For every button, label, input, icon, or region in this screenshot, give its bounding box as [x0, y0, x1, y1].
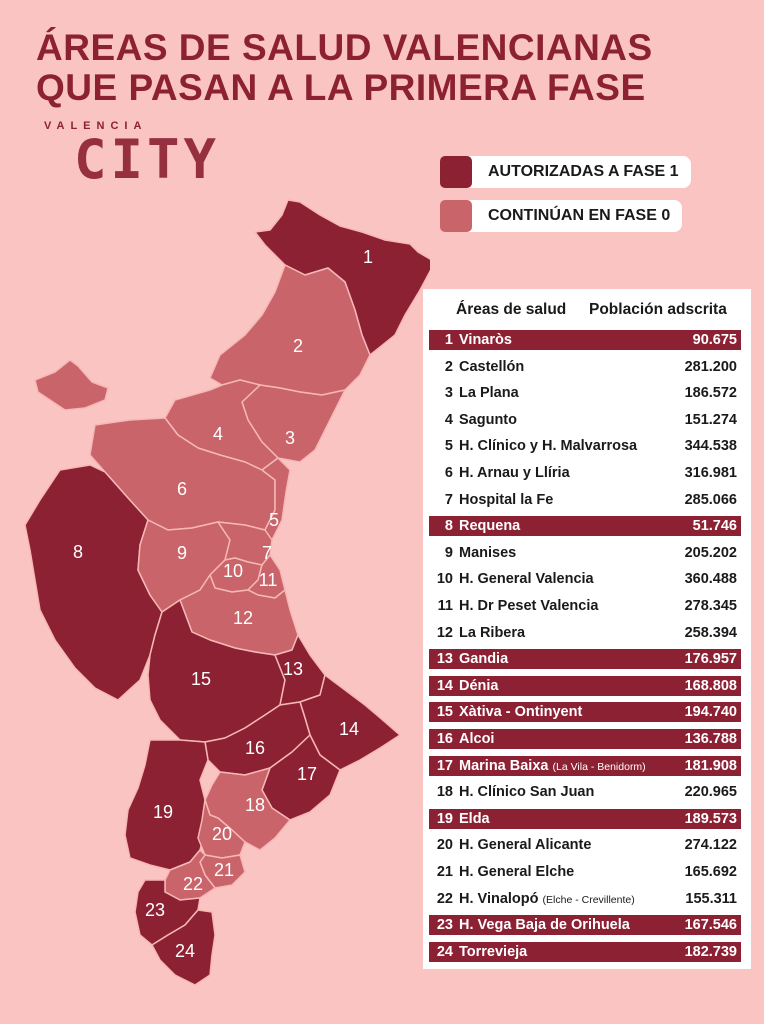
row-population: 90.675 [692, 332, 737, 348]
row-area-label: Elda [459, 810, 490, 827]
row-area-name [459, 889, 635, 910]
row-area-label: Dénia [459, 677, 499, 694]
map-label-9: 9 [176, 543, 188, 563]
row-number: 11 [437, 598, 453, 614]
row-population: 165.692 [684, 864, 737, 880]
row-population: 344.538 [684, 438, 737, 455]
row-area-name [459, 649, 508, 669]
map-label-7: 7 [261, 543, 273, 563]
row-number: 20 [436, 837, 453, 854]
map-region-2 [210, 265, 370, 395]
row-population: 360.488 [684, 571, 737, 588]
row-number: 1 [444, 332, 453, 348]
row-area-name [459, 543, 516, 563]
row-population: 205.202 [684, 544, 737, 561]
row-area-note: (La Vila - Benidorm) [552, 760, 646, 773]
row-population: 155.311 [685, 890, 737, 907]
map-label-4: 4 [212, 424, 224, 444]
map-label-1: 1 [362, 247, 374, 267]
row-area-name [459, 835, 591, 855]
row-area-label: H. Dr Peset Valencia [459, 598, 599, 614]
legend-swatch-fase0 [440, 200, 472, 232]
table-row [429, 862, 741, 882]
map-label-21: 21 [213, 860, 235, 880]
row-population: 220.965 [684, 784, 737, 801]
row-population: 182.739 [684, 943, 737, 960]
row-area-name [459, 436, 637, 456]
health-areas-table [423, 289, 751, 969]
row-population: 274.122 [684, 837, 737, 854]
map-label-3: 3 [284, 428, 296, 448]
map-label-24: 24 [174, 941, 196, 961]
row-population: 186.572 [684, 385, 737, 402]
table-header-area: Áreas de salud [456, 301, 567, 318]
row-population: 136.788 [684, 731, 737, 747]
row-number: 24 [436, 943, 453, 960]
row-area-name [459, 490, 553, 510]
row-population: 316.981 [684, 465, 737, 481]
map-label-2: 2 [292, 336, 304, 356]
row-area-label: Requena [459, 518, 521, 535]
row-area-name [459, 782, 594, 802]
map-label-14: 14 [338, 719, 360, 739]
logo-small-text: VALENCIA [44, 120, 148, 132]
row-area-name [459, 410, 517, 430]
table-row [429, 357, 741, 377]
map-label-10: 10 [222, 561, 244, 581]
row-number: 4 [444, 411, 453, 428]
row-area-name [459, 463, 570, 483]
row-population: 181.908 [684, 757, 737, 774]
row-area-label: Vinaròs [459, 332, 512, 348]
row-number: 3 [444, 385, 453, 402]
row-area-label: H. Vega Baja de Orihuela [459, 917, 630, 934]
row-area-label: Castellón [459, 358, 525, 375]
row-number: 14 [436, 677, 453, 694]
row-area-name [459, 596, 598, 616]
row-area-name [459, 569, 594, 589]
row-area-label: La Ribera [459, 624, 526, 641]
row-number: 6 [444, 465, 453, 481]
map-label-12: 12 [232, 608, 254, 628]
row-area-label: Hospital la Fe [459, 491, 554, 508]
row-number: 16 [436, 731, 453, 747]
map-label-17: 17 [296, 764, 318, 784]
row-number: 17 [436, 757, 453, 774]
row-area-name [459, 809, 490, 829]
table-row [429, 756, 741, 776]
table-row [429, 649, 741, 669]
table-row [429, 676, 741, 696]
row-area-label: H. Clínico San Juan [459, 784, 595, 801]
map-label-20: 20 [211, 824, 233, 844]
row-area-name [459, 676, 499, 696]
row-area-label: H. Arnau y Llíria [459, 465, 570, 481]
legend-label-fase1: AUTORIZADAS A FASE 1 [456, 156, 691, 188]
map-label-15: 15 [190, 669, 212, 689]
row-area-label: Alcoi [459, 731, 495, 747]
row-area-name [459, 915, 630, 935]
row-area-name [459, 623, 525, 643]
row-area-note: (Elche - Crevillente) [542, 893, 635, 906]
map-label-13: 13 [282, 659, 304, 679]
row-area-name [459, 756, 646, 777]
table-row [429, 835, 741, 855]
table-row [429, 436, 741, 456]
table-row [429, 889, 741, 909]
row-number: 21 [436, 864, 453, 880]
row-area-label: H. General Valencia [459, 571, 594, 588]
table-row [429, 596, 741, 616]
row-number: 5 [444, 438, 453, 455]
map-islet [35, 360, 108, 410]
row-population: 176.957 [684, 651, 737, 668]
map-label-23: 23 [144, 900, 166, 920]
map-label-6: 6 [176, 479, 188, 499]
map-label-19: 19 [152, 802, 174, 822]
row-area-label: H. Clínico y H. Malvarrosa [459, 438, 638, 455]
title-line-2: QUE PASAN A LA PRIMERA FASE [36, 67, 646, 108]
legend-swatch-fase1 [440, 156, 472, 188]
row-number: 12 [436, 624, 453, 641]
table-row [429, 463, 741, 483]
row-number: 7 [444, 491, 453, 508]
map-label-8: 8 [72, 542, 84, 562]
logo-big-text: CITY [74, 128, 221, 191]
row-area-name [459, 862, 574, 882]
row-population: 278.345 [684, 598, 737, 614]
row-area-label: Torrevieja [459, 943, 528, 960]
table-row [429, 383, 741, 403]
row-area-name [459, 383, 519, 403]
row-number: 8 [444, 518, 453, 535]
table-row [429, 569, 741, 589]
row-number: 15 [436, 704, 453, 721]
row-population: 168.808 [684, 677, 737, 694]
row-area-label: Xàtiva - Ontinyent [459, 704, 583, 721]
row-population: 151.274 [684, 411, 737, 428]
row-area-label: H. General Alicante [459, 837, 592, 854]
row-population: 285.066 [684, 491, 737, 508]
table-row [429, 410, 741, 430]
table-row [429, 729, 741, 749]
table-row [429, 915, 741, 935]
table-row [429, 516, 741, 536]
row-population: 194.740 [684, 704, 737, 721]
row-population: 189.573 [684, 810, 737, 827]
row-number: 19 [436, 810, 453, 827]
row-number: 22 [436, 890, 453, 907]
row-area-label: H. General Elche [459, 864, 575, 880]
row-area-name [459, 942, 527, 962]
row-population: 167.546 [684, 917, 737, 934]
row-area-name [459, 729, 494, 749]
map-label-22: 22 [182, 874, 204, 894]
row-population: 281.200 [684, 358, 737, 375]
title-line-1: ÁREAS DE SALUD VALENCIANAS [36, 27, 653, 68]
table-row [429, 782, 741, 802]
map-label-18: 18 [244, 795, 266, 815]
table-row [429, 543, 741, 563]
table-row [429, 623, 741, 643]
map-label-16: 16 [244, 738, 266, 758]
row-number: 18 [436, 784, 453, 801]
table-row [429, 942, 741, 962]
row-area-label: Marina Baixa [459, 757, 549, 774]
map-label-11: 11 [258, 570, 278, 590]
row-area-name [459, 330, 512, 350]
row-number: 23 [436, 917, 453, 934]
table-header-population: Población adscrita [589, 301, 727, 318]
row-population: 51.746 [692, 518, 737, 535]
table-row [429, 702, 741, 722]
row-number: 13 [436, 651, 453, 668]
row-number: 2 [444, 358, 453, 375]
map-label-5: 5 [268, 510, 280, 530]
row-number: 9 [444, 544, 453, 561]
table-row [429, 490, 741, 510]
row-area-label: La Plana [459, 385, 519, 402]
row-area-label: Gandia [459, 651, 509, 668]
row-area-label: Manises [459, 544, 517, 561]
row-area-label: Sagunto [459, 411, 517, 428]
row-number: 10 [436, 571, 453, 588]
row-area-label: H. Vinalopó [459, 890, 539, 907]
row-area-name [459, 516, 520, 536]
table-row [429, 330, 741, 350]
table-row [429, 809, 741, 829]
legend-label-fase0: CONTINÚAN EN FASE 0 [456, 200, 682, 232]
row-population: 258.394 [684, 624, 737, 641]
row-area-name [459, 702, 582, 722]
row-area-name [459, 357, 524, 377]
